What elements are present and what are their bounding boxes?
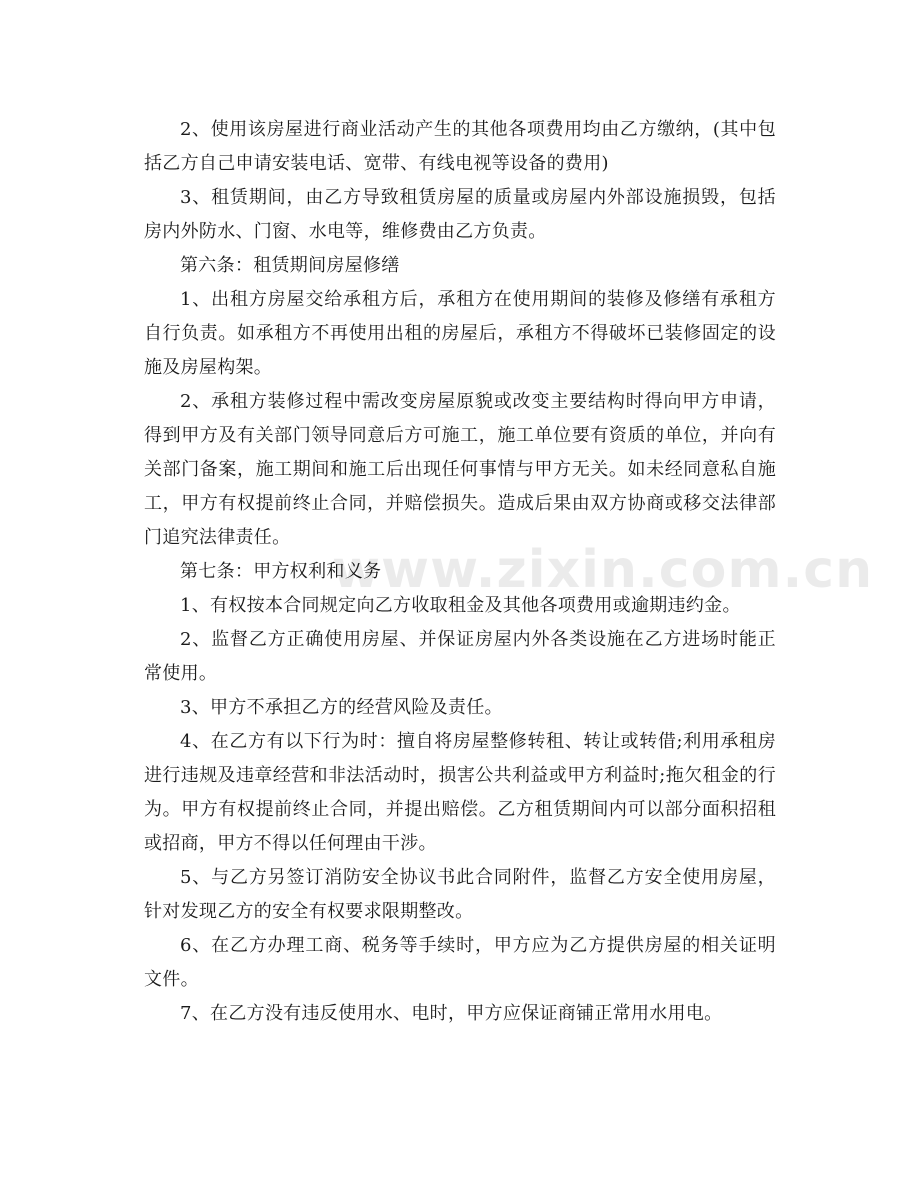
paragraph-article-7-item-6: 6、在乙方办理工商、税务等手续时，甲方应为乙方提供房屋的相关证明文件。 — [144, 935, 776, 990]
section-heading-article-7: 第七条：甲方权利和义务 — [180, 561, 382, 582]
watermark-text: www.zixin.com.cn — [332, 540, 874, 600]
paragraph-article-6-item-1: 1、出租方房屋交给承租方后，承租方在使用期间的装修及修缮有承租方自行负责。如承租方不再使用出租的房屋后，承租方不得破坏已装修固定的设施及房屋构架。 — [144, 289, 776, 378]
paragraph-clause-3-damage: 3、租赁期间，由乙方导致租赁房屋的质量或房屋内外部设施损毁，包括房内外防水、门窗、水电等，维修费由乙方负责。 — [144, 187, 776, 242]
paragraph-article-7-item-4: 4、在乙方有以下行为时：擅自将房屋整修转租、转让或转借;利用承租房进行违规及违章经营和非法活动时，损害公共利益或甲方利益时;拖欠租金的行为。甲方有权提前终止合同，并提出赔偿。乙方租赁期间内可以部分面积招租或招商，甲方不得以任何理由干涉。 — [144, 731, 776, 854]
paragraph-article-7-item-2: 2、监督乙方正确使用房屋、并保证房屋内外各类设施在乙方进场时能正常使用。 — [144, 629, 776, 684]
paragraph-clause-2-fees: 2、使用该房屋进行商业活动产生的其他各项费用均由乙方缴纳，(其中包括乙方自己申请安装电话、宽带、有线电视等设备的费用) — [144, 119, 776, 174]
paragraph-article-7-item-5: 5、与乙方另签订消防安全协议书此合同附件，监督乙方安全使用房屋，针对发现乙方的安全有权要求限期整改。 — [144, 867, 776, 922]
paragraph-article-6-item-2: 2、承租方装修过程中需改变房屋原貌或改变主要结构时得向甲方申请，得到甲方及有关部门领导同意后方可施工，施工单位要有资质的单位，并向有关部门备案，施工期间和施工后出现任何事情与甲方无关。如未经同意私自施工，甲方有权提前终止合同，并赔偿损失。造成后果由双方协商或移交法律部门追究法律责任。 — [144, 391, 776, 548]
paragraph-article-7-item-3: 3、甲方不承担乙方的经营风险及责任。 — [180, 697, 503, 718]
paragraph-article-7-item-1: 1、有权按本合同规定向乙方收取租金及其他各项费用或逾期违约金。 — [180, 595, 741, 616]
document-page — [144, 113, 776, 1031]
section-heading-article-6: 第六条：租赁期间房屋修缮 — [180, 255, 400, 276]
paragraph-article-7-item-7: 7、在乙方没有违反使用水、电时，甲方应保证商铺正常用水用电。 — [180, 1003, 723, 1024]
